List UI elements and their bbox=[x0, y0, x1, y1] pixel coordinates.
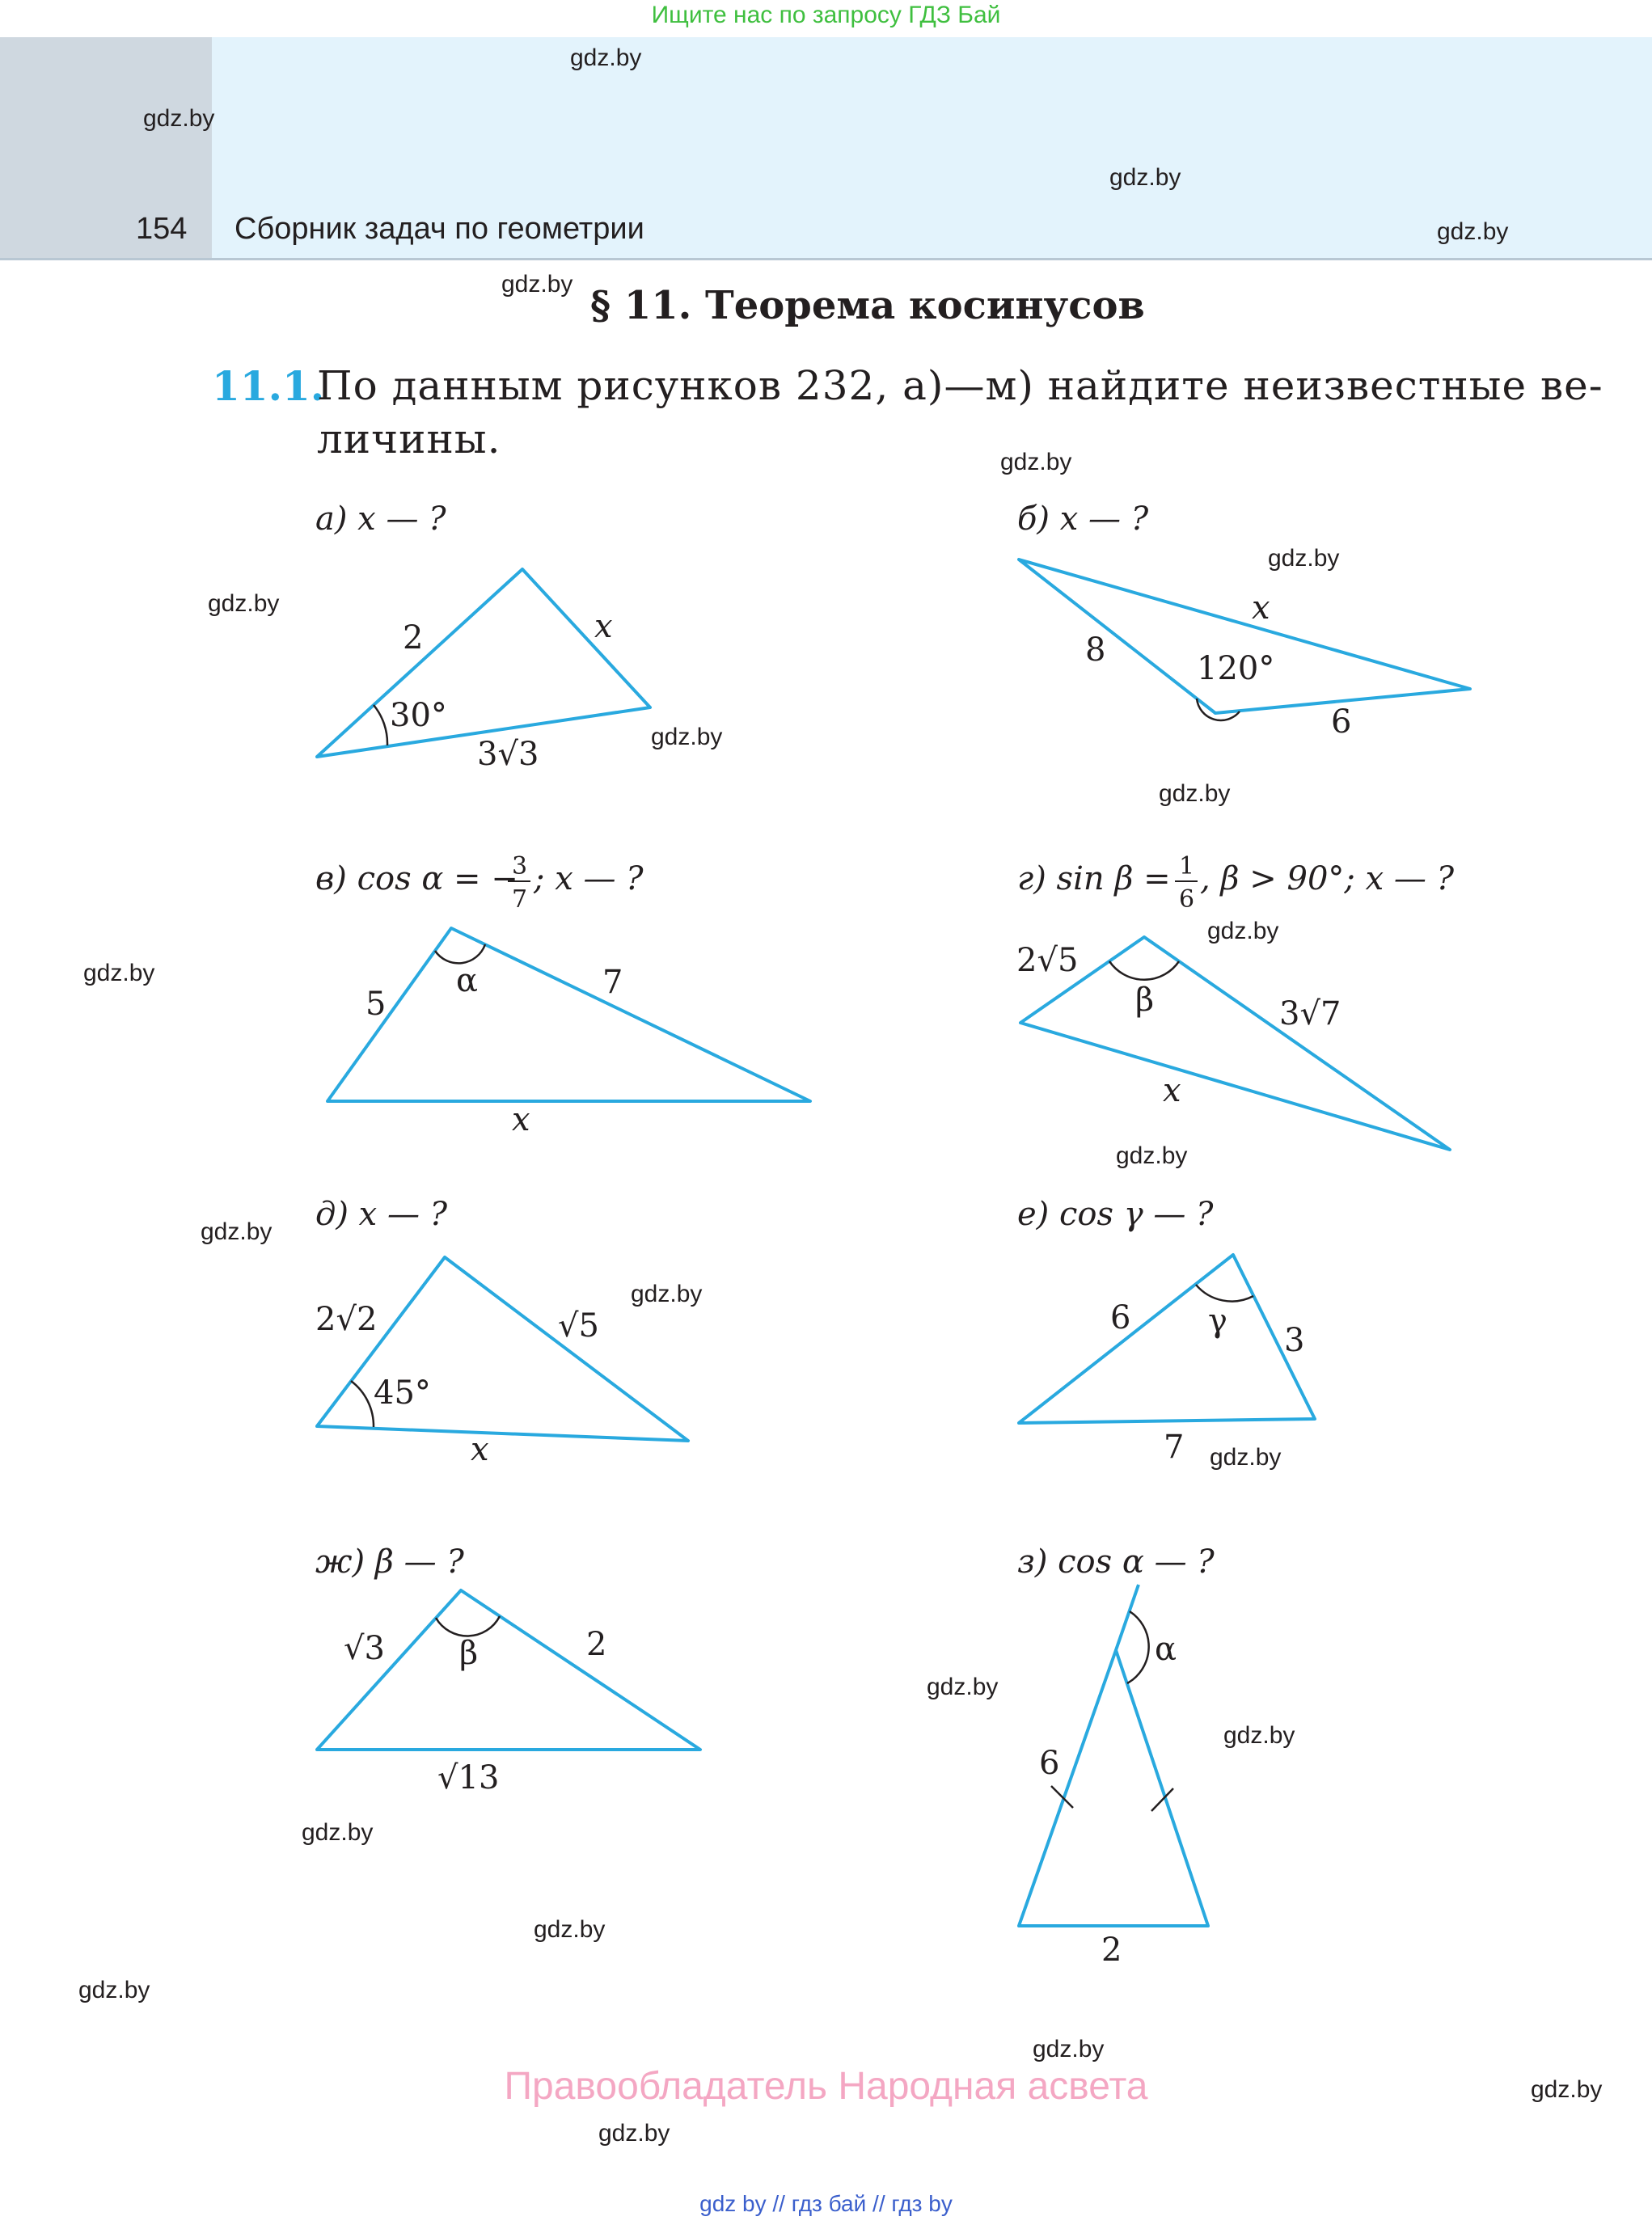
watermark: gdz.by bbox=[927, 1674, 999, 1700]
watermark: gdz.by bbox=[631, 1281, 703, 1307]
fig-zh-angle: β bbox=[459, 1635, 479, 1672]
watermark: gdz.by bbox=[1116, 1142, 1188, 1169]
book-title: Сборник задач по геометрии bbox=[234, 212, 644, 246]
fig-e-title: е) cos γ — ? bbox=[1017, 1196, 1214, 1233]
watermark: gdz.by bbox=[1531, 2076, 1603, 2103]
watermark: gdz.by bbox=[1210, 1444, 1282, 1471]
fig-v-title-prefix: в) cos α = − bbox=[315, 860, 518, 897]
fig-e-side-bottom: 7 bbox=[1164, 1429, 1185, 1466]
task-text-line-1: По данным рисунков 232, а)—м) найдите неизвестные ве- bbox=[317, 362, 1603, 409]
fig-z-side-left: 6 bbox=[1039, 1745, 1060, 1782]
angle-arc-a bbox=[374, 705, 387, 745]
fig-b-angle: 120° bbox=[1197, 650, 1275, 687]
fig-a-side-bottom: 3√3 bbox=[477, 736, 539, 773]
angle-arc-g bbox=[1109, 961, 1179, 980]
angle-arc-zh bbox=[436, 1616, 500, 1636]
watermark: gdz.by bbox=[1223, 1722, 1295, 1749]
fig-g-side-bottom: x bbox=[1163, 1072, 1181, 1109]
triangle-g bbox=[1020, 937, 1450, 1150]
fig-d-side-bottom: x bbox=[471, 1431, 489, 1468]
fig-a-side-right: x bbox=[594, 608, 613, 645]
fig-g-frac-den: 6 bbox=[1179, 885, 1195, 914]
fig-g-title-suffix: , β > 90°; x — ? bbox=[1200, 860, 1455, 897]
watermark: gdz.by bbox=[1000, 449, 1072, 475]
fig-b-side-left: 8 bbox=[1085, 631, 1106, 669]
watermark: gdz.by bbox=[1159, 780, 1231, 807]
footer-links[interactable]: gdz by // гдз бай // гдз by bbox=[699, 2191, 953, 2216]
fig-z-angle: α bbox=[1155, 1631, 1177, 1668]
fig-v-frac-den: 7 bbox=[512, 885, 528, 914]
fig-b-side-bottom: 6 bbox=[1331, 703, 1352, 741]
task-text-line-2: личины. bbox=[317, 416, 501, 462]
angle-arc-z bbox=[1127, 1611, 1149, 1683]
fig-d-side-right: √5 bbox=[558, 1307, 599, 1345]
fig-e-side-right: 3 bbox=[1284, 1322, 1305, 1359]
fig-v-angle: α bbox=[456, 962, 479, 999]
watermark: gdz.by bbox=[501, 271, 573, 298]
watermark: gdz.by bbox=[143, 105, 215, 132]
watermark: gdz.by bbox=[598, 2120, 670, 2147]
fig-a-side-left: 2 bbox=[403, 619, 424, 657]
angle-arc-v bbox=[435, 944, 485, 963]
triangle-v bbox=[327, 928, 810, 1101]
extension-line-z bbox=[1116, 1585, 1139, 1650]
fig-zh-side-right: 2 bbox=[586, 1626, 607, 1663]
watermark: gdz.by bbox=[1437, 218, 1509, 245]
watermark: gdz.by bbox=[1109, 164, 1181, 191]
page-number: 154 bbox=[136, 212, 188, 246]
triangle-a bbox=[317, 569, 650, 757]
fig-d-side-left: 2√2 bbox=[315, 1301, 378, 1338]
fig-e-side-left: 6 bbox=[1110, 1299, 1131, 1336]
fig-v-frac-num: 3 bbox=[512, 852, 528, 880]
fig-g-title-prefix: г) sin β = bbox=[1017, 860, 1171, 897]
task-number: 11.1. bbox=[212, 362, 325, 410]
watermark: gdz.by bbox=[570, 44, 642, 71]
triangle-zh bbox=[317, 1590, 700, 1750]
section-title: § 11. Теорема косинусов bbox=[590, 283, 1145, 328]
top-search-banner: Ищите нас по запросу ГДЗ Бай bbox=[651, 2, 1001, 28]
watermark: gdz.by bbox=[83, 960, 155, 986]
copyright-notice: Правообладатель Народная асвета bbox=[504, 2065, 1148, 2108]
watermark: gdz.by bbox=[302, 1819, 374, 1846]
watermark: gdz.by bbox=[534, 1916, 606, 1943]
fig-g-side-right: 3√7 bbox=[1279, 995, 1341, 1032]
fig-zh-side-bottom: √13 bbox=[437, 1759, 500, 1796]
watermark: gdz.by bbox=[1207, 918, 1279, 944]
fig-zh-title: ж) β — ? bbox=[315, 1543, 464, 1581]
watermark: gdz.by bbox=[208, 590, 280, 617]
triangle-e bbox=[1019, 1255, 1315, 1423]
fig-d-title: д) x — ? bbox=[315, 1196, 448, 1233]
fig-v-side-bottom: x bbox=[512, 1101, 530, 1138]
fig-g-angle: β bbox=[1135, 982, 1155, 1019]
fig-b-title: б) x — ? bbox=[1017, 500, 1149, 538]
watermark: gdz.by bbox=[651, 724, 723, 750]
angle-arc-d bbox=[351, 1381, 374, 1427]
watermark: gdz.by bbox=[201, 1218, 273, 1245]
fig-a-angle: 30° bbox=[390, 697, 447, 734]
fig-g-side-left: 2√5 bbox=[1016, 942, 1079, 979]
fig-g-frac-num: 1 bbox=[1179, 852, 1195, 880]
fig-zh-side-left: √3 bbox=[344, 1630, 385, 1667]
watermark: gdz.by bbox=[1268, 545, 1340, 572]
fig-z-side-bottom: 2 bbox=[1101, 1932, 1122, 1969]
fig-a-title: а) x — ? bbox=[315, 500, 446, 538]
angle-arc-e bbox=[1196, 1285, 1253, 1302]
triangle-z bbox=[1019, 1650, 1208, 1926]
fig-v-title-suffix: ; x — ? bbox=[534, 860, 644, 897]
fig-e-angle: γ bbox=[1208, 1302, 1227, 1340]
fig-v-side-left: 5 bbox=[365, 986, 387, 1023]
fig-z-title: з) cos α — ? bbox=[1017, 1543, 1215, 1581]
watermark: gdz.by bbox=[78, 1977, 150, 2003]
fig-b-side-top: x bbox=[1252, 589, 1270, 627]
watermark: gdz.by bbox=[1033, 2036, 1105, 2062]
fig-v-side-right: 7 bbox=[602, 964, 623, 1001]
fig-d-angle: 45° bbox=[374, 1374, 431, 1412]
